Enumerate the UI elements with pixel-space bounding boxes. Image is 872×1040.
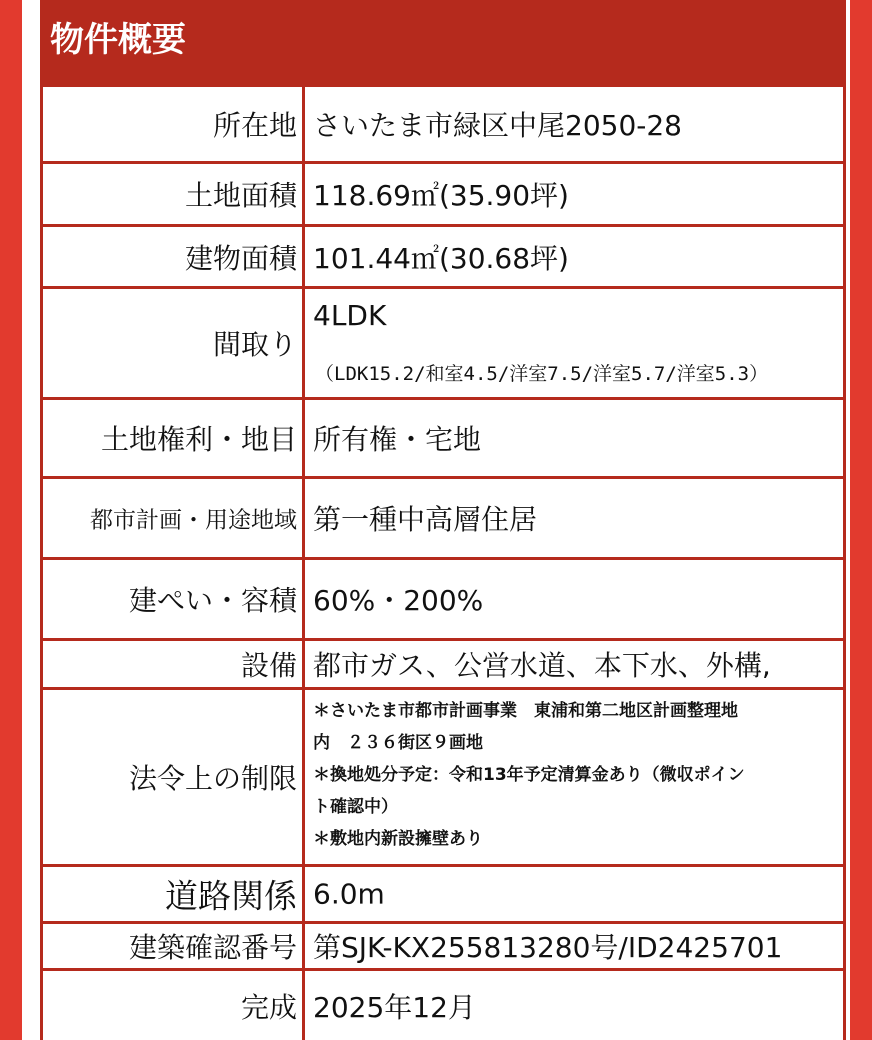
table-row xyxy=(43,227,843,286)
row-value-cell xyxy=(305,924,843,968)
row-label-cell xyxy=(43,867,302,921)
row-value: 2025年12月 xyxy=(313,990,476,1024)
row-label: 完成 xyxy=(240,990,297,1024)
row-value: 第一種中高層住居 xyxy=(313,503,538,536)
row-value: 101.44㎡(30.68坪) xyxy=(313,241,569,275)
table-row xyxy=(43,164,843,224)
row-label: 建物面積 xyxy=(184,241,297,275)
row-label: 都市計画・用途地域 xyxy=(90,507,297,534)
row-value-cell xyxy=(305,227,843,286)
row-value: 4LDK xyxy=(313,299,387,332)
row-value-cell xyxy=(305,400,843,476)
note-line: ＊換地処分予定：令和13年予定清算金あり（微収ポイン xyxy=(313,765,745,785)
row-label-cell xyxy=(43,924,302,968)
restriction-notes xyxy=(313,695,837,855)
row-value-cell xyxy=(305,289,843,397)
table-row xyxy=(43,924,843,968)
row-value: 第SJK-KX255813280号/ID2425701 xyxy=(313,931,783,964)
row-label-cell xyxy=(43,164,302,224)
table-row xyxy=(43,690,843,864)
row-value: 都市ガス、公営水道、本下水、外構, xyxy=(313,649,771,682)
row-value: 6.0m xyxy=(313,877,385,911)
note-line: ＊敷地内新設擁壁あり xyxy=(313,829,483,849)
row-value-cell xyxy=(305,164,843,224)
row-label: 建築確認番号 xyxy=(128,931,297,964)
row-label: 土地面積 xyxy=(184,179,297,212)
row-value-cell xyxy=(305,479,843,557)
note-line: ＊さいたま市都市計画事業 東浦和第二地区計画整理地 xyxy=(313,701,738,721)
row-label: 所在地 xyxy=(212,109,297,142)
table-row xyxy=(43,971,843,1040)
row-label-cell xyxy=(43,690,302,864)
row-label-cell xyxy=(43,227,302,286)
table-row xyxy=(43,87,843,161)
row-label-cell xyxy=(43,400,302,476)
row-value-cell xyxy=(305,641,843,687)
row-value-cell xyxy=(305,560,843,638)
row-label: 土地権利・地目 xyxy=(100,423,297,456)
row-label-cell xyxy=(43,641,302,687)
row-label: 間取り xyxy=(212,328,297,361)
row-label: 法令上の制限 xyxy=(128,762,297,795)
table-row xyxy=(43,400,843,476)
row-label-cell xyxy=(43,479,302,557)
page-title: 物件概要 xyxy=(50,20,186,60)
row-label-cell xyxy=(43,87,302,161)
row-label: 建ぺい・容積 xyxy=(128,584,297,617)
table-row xyxy=(43,867,843,921)
row-value: 118.69㎡(35.90坪) xyxy=(313,179,569,212)
note-line: ト確認中） xyxy=(313,797,398,817)
table-row xyxy=(43,289,843,397)
row-value-detail: （LDK15.2/和室4.5/洋室7.5/洋室5.7/洋室5.3） xyxy=(315,363,769,385)
row-value: さいたま市緑区中尾2050-28 xyxy=(313,109,682,142)
row-label-cell xyxy=(43,289,302,397)
row-label: 設備 xyxy=(240,649,297,682)
note-line: 内 ２３６街区９画地 xyxy=(313,733,483,753)
row-value-cell xyxy=(305,867,843,921)
row-value-cell xyxy=(305,971,843,1040)
table-header xyxy=(40,0,846,84)
row-value: 60%・200% xyxy=(313,584,484,617)
row-value-cell xyxy=(305,87,843,161)
table-row xyxy=(43,479,843,557)
row-label-cell xyxy=(43,560,302,638)
row-label-cell xyxy=(43,971,302,1040)
row-label: 道路関係 xyxy=(165,876,297,916)
row-value-cell xyxy=(305,690,843,864)
row-value: 所有権・宅地 xyxy=(313,423,482,456)
table-row xyxy=(43,560,843,638)
table-row xyxy=(43,641,843,687)
